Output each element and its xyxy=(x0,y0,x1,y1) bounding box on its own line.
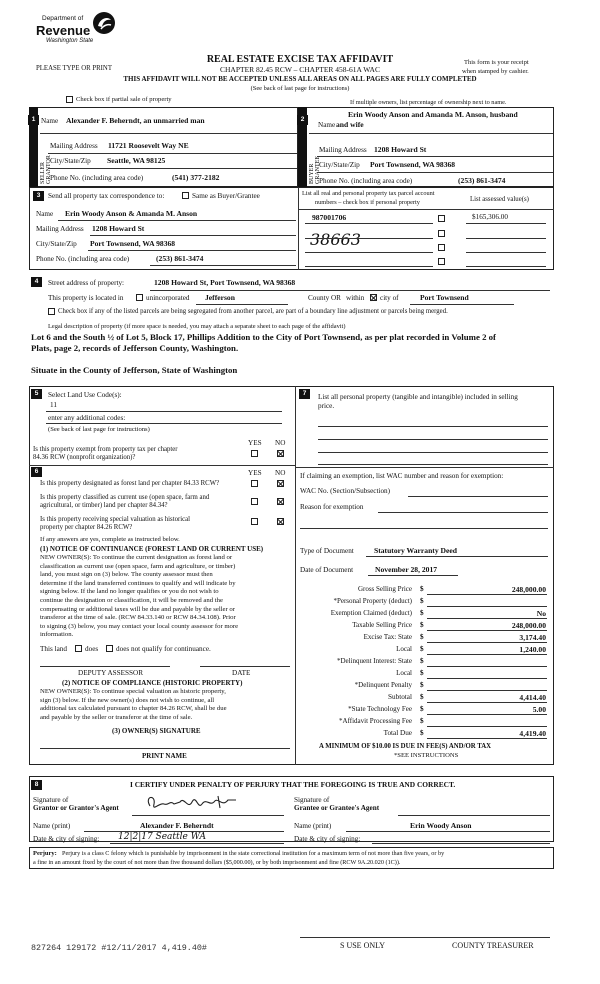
parcel-number-1[interactable]: 987001706 xyxy=(312,213,347,222)
notice-continuance-line: compensating or additional taxes will be due and payable by the seller or xyxy=(40,605,235,613)
receipt-note-2: when stamped by cashier. xyxy=(462,68,529,75)
county-treasurer: COUNTY TREASURER xyxy=(452,941,534,950)
notice-compliance-line: NEW OWNER(S): To continue special valuation as historic property, xyxy=(40,688,226,695)
fee-label: *Affidavit Processing Fee xyxy=(339,717,412,725)
partial-sale-checkbox[interactable] xyxy=(66,96,73,103)
see-instructions-note: *SEE INSTRUCTIONS xyxy=(394,752,459,759)
personal-property-label-1: List all personal property (tangible and intangible) included in selling xyxy=(318,393,518,401)
fee-dollar-sign: $ xyxy=(420,645,424,653)
fee-dollar-sign: $ xyxy=(420,597,424,605)
fee-label: Total Due xyxy=(383,729,412,737)
county-name[interactable]: Jefferson xyxy=(205,293,235,302)
fee-label: *Delinquent Interest: State xyxy=(336,657,412,665)
property-city[interactable]: Port Townsend xyxy=(420,293,469,302)
fee-dollar-sign: $ xyxy=(420,657,424,665)
land-use-label: Select Land Use Code(s): xyxy=(48,391,122,399)
grantee-date-city-label: Date & city of signing: xyxy=(294,835,361,843)
fee-dollar-sign: $ xyxy=(420,729,424,737)
date-of-document-label: Date of Document xyxy=(300,566,354,574)
notice-compliance-line: and payable by the seller or transferor at the time of sale. xyxy=(40,713,193,721)
notice-compliance-line: sign (3) below. If the new owner(s) does not wish to continue, all xyxy=(40,696,215,704)
grantor-date-city-label: Date & city of signing: xyxy=(33,835,100,843)
grantee-print-name[interactable]: Erin Woody Anson xyxy=(410,821,472,830)
exempt-question-2: 84.36 RCW (nonprofit organization)? xyxy=(33,454,136,461)
fee-dollar-sign: $ xyxy=(420,669,424,677)
tax-correspondence-label: Send all property tax correspondence to: xyxy=(48,192,165,200)
parcel-header-1: List all real and personal property tax parcel account xyxy=(302,190,435,197)
section8-number: 8 xyxy=(31,780,42,790)
section5-number: 5 xyxy=(31,389,42,399)
legal-description-line1[interactable]: Lot 6 and the South ½ of Lot 5, Block 17, Phillips Addition to the City of Port Townsend, as per plat recorded in Volume 2 of xyxy=(31,332,496,342)
owner-signature-label: (3) OWNER(S) SIGNATURE xyxy=(112,727,201,735)
seller-name-label: Name xyxy=(41,117,59,125)
s6-yes-header: YES xyxy=(248,469,262,477)
fee-value[interactable]: 248,000.00 xyxy=(511,621,546,630)
multiple-owners-note: If multiple owners, list percentage of ownership next to name. xyxy=(350,99,507,106)
receipt-note-1: This form is your receipt xyxy=(464,59,529,66)
assessor-date-label: DATE xyxy=(232,669,251,677)
grantee-name-label: Name (print) xyxy=(294,822,332,830)
minimum-due-note: A MINIMUM OF $10.00 IS DUE IN FEE(S) AND/OR TAX xyxy=(319,743,492,750)
fee-dollar-sign: $ xyxy=(420,585,424,593)
notice-compliance-title: (2) NOTICE OF COMPLIANCE (HISTORIC PROPERTY) xyxy=(62,679,243,687)
personal-property-checkbox-2[interactable] xyxy=(438,230,445,237)
if-yes-instructions: If any answers are yes, complete as instructed below. xyxy=(40,536,180,543)
fee-label: *State Technology Fee xyxy=(348,705,412,713)
fee-dollar-sign: $ xyxy=(420,705,424,713)
assessed-header: List assessed value(s) xyxy=(470,196,529,203)
date-of-document[interactable]: November 28, 2017 xyxy=(375,565,438,574)
grantee-sig-label-1: Signature of xyxy=(294,796,330,804)
within-label: within xyxy=(346,294,365,302)
dor-swoosh-icon xyxy=(92,11,116,35)
seller-grantor-side-label: SELLER GRANTOR xyxy=(40,155,52,184)
seller-city-label: City/State/Zip xyxy=(50,157,91,165)
corr-city-label: City/State/Zip xyxy=(36,240,77,248)
fee-value[interactable]: 3,174.40 xyxy=(519,633,546,642)
forest-land-question: Is this property designated as forest land per chapter 84.33 RCW? xyxy=(40,480,220,487)
unincorporated-label: unincorporated xyxy=(146,294,190,302)
perjury-text-2: a fine in an amount fixed by the court of not more than five thousand dollars ($5,000.00), or by both imprisonment and fine (RCW 9A.20.020 (1C)). xyxy=(33,859,401,866)
s5-no-header: NO xyxy=(275,439,286,447)
logo-revenue: Revenue xyxy=(36,23,91,38)
s5-yes-header: YES xyxy=(248,439,262,447)
historic-question-1: Is this property receiving special valuation as historical xyxy=(40,516,191,523)
personal-property-checkbox-3[interactable] xyxy=(438,244,445,251)
seller-city[interactable]: Seattle, WA 98125 xyxy=(107,156,166,165)
cashier-stamp: 827264 129172 #12/11/2017 4,419.40# xyxy=(31,943,207,953)
perjury-text-1: Perjury is a class C felony which is punishable by imprisonment in the state correctional institution for a maximum term of not more than five years, or by xyxy=(62,850,445,857)
county-use-only: S USE ONLY xyxy=(340,941,385,950)
notice-continuance-line: classification as current use (open space, farm and agriculture, or timber) xyxy=(40,562,236,570)
form-chapter: CHAPTER 82.45 RCW – CHAPTER 458-61A WAC xyxy=(220,65,380,74)
fee-value[interactable]: 5.00 xyxy=(532,705,546,714)
personal-property-checkbox-4[interactable] xyxy=(438,258,445,265)
seller-name[interactable]: Alexander F. Beherndt, an unmarried man xyxy=(66,116,205,125)
notice-continuance-line: to signing (3) below, you may contact your local county assessor for more xyxy=(40,622,239,630)
section2-number: 2 xyxy=(297,115,308,125)
corr-mailing-label: Mailing Address xyxy=(36,225,84,233)
land-does-checkbox[interactable] xyxy=(75,645,82,652)
exemption-label: If claiming an exemption, list WAC number and reason for exemption: xyxy=(300,472,504,480)
legal-description-label: Legal description of property (if more space is needed, you may attach a separate sheet to each page of the affidavit) xyxy=(48,323,346,330)
please-type: PLEASE TYPE OR PRINT xyxy=(36,65,112,72)
section4-number: 4 xyxy=(31,277,42,287)
corr-phone-label: Phone No. (including area code) xyxy=(36,255,130,263)
parcel-header-2: numbers – check box if personal property xyxy=(315,199,420,206)
fee-value[interactable]: No xyxy=(536,609,546,618)
fee-dollar-sign: $ xyxy=(420,621,424,629)
fee-dollar-sign: $ xyxy=(420,681,424,689)
notice-continuance-line: determine if the land transferred continues to qualify and will indicate by xyxy=(40,579,236,587)
notice-continuance-line: information. xyxy=(40,631,74,639)
segregated-label: Check box if any of the listed parcels are being segregated from another parcel, are part of a boundary line adjustment or parcels being merged. xyxy=(58,308,448,315)
fee-value[interactable]: 4,419.40 xyxy=(519,729,546,738)
section6-number: 6 xyxy=(31,467,42,477)
exempt-question-1: Is this property exempt from property tax per chapter xyxy=(33,446,178,453)
grantee-sig-label-2: Grantee or Grantee's Agent xyxy=(294,804,380,812)
legal-description-line2[interactable]: Plats, page 2, records of Jefferson County, Washington. xyxy=(31,343,239,353)
historic-yes-checkbox[interactable] xyxy=(251,518,258,525)
notice-continuance-line: signing below. If the land no longer qualifies or you do not wish to xyxy=(40,588,219,596)
current-use-no-checkbox[interactable] xyxy=(277,498,284,505)
fee-dollar-sign: $ xyxy=(420,693,424,701)
type-of-document-label: Type of Document xyxy=(300,547,354,555)
historic-no-checkbox[interactable] xyxy=(277,518,284,525)
city-of-label: city of xyxy=(380,294,399,302)
buyer-city-label: City/State/Zip xyxy=(319,161,360,169)
fee-label: *Personal Property (deduct) xyxy=(333,597,412,605)
corr-name-label: Name xyxy=(36,210,54,218)
current-use-question-1: Is this property classified as current use (open space, farm and xyxy=(40,494,210,501)
street-address[interactable]: 1208 Howard St, Port Townsend, WA 98368 xyxy=(154,278,296,287)
historic-question-2: property per chapter 84.26 RCW? xyxy=(40,524,133,531)
fee-label: Exemption Claimed (deduct) xyxy=(330,609,412,617)
logo-dept-of: Department of xyxy=(42,15,84,22)
fee-dollar-sign: $ xyxy=(420,717,424,725)
land-does-label: does xyxy=(85,645,99,653)
current-use-yes-checkbox[interactable] xyxy=(251,498,258,505)
street-address-label: Street address of property: xyxy=(48,279,125,287)
buyer-name-line2[interactable]: and wife xyxy=(336,120,364,129)
buyer-phone-label: Phone No. (including area code) xyxy=(319,177,413,185)
see-back-instructions: (See back of last page for instructions) xyxy=(250,85,350,92)
same-as-buyer-checkbox[interactable] xyxy=(182,192,189,199)
seller-phone-label: Phone No. (including area code) xyxy=(50,174,144,182)
notice-continuance-title: (1) NOTICE OF CONTINUANCE (FOREST LAND OR CURRENT USE) xyxy=(40,545,264,553)
corr-phone[interactable]: (253) 861-3474 xyxy=(156,254,204,263)
land-use-code[interactable]: 11 xyxy=(50,401,57,409)
reason-label: Reason for exemption xyxy=(300,503,364,511)
wac-label: WAC No. (Section/Subsection) xyxy=(300,487,391,495)
fee-label: Local xyxy=(396,669,412,677)
grantor-sig-label-2: Grantor or Grantor's Agent xyxy=(33,804,119,812)
s6-no-header: NO xyxy=(275,469,286,477)
exempt-no-checkbox[interactable] xyxy=(277,450,284,457)
form-title: REAL ESTATE EXCISE TAX AFFIDAVIT xyxy=(206,54,394,65)
fee-value[interactable]: 4,414.40 xyxy=(519,693,546,702)
handwritten-parcel-number: 38663 xyxy=(310,230,361,249)
certify-statement: I CERTIFY UNDER PENALTY OF PERJURY THAT THE FOREGOING IS TRUE AND CORRECT. xyxy=(130,780,456,789)
located-in-label: This property is located in xyxy=(48,294,124,302)
personal-property-label-2: price. xyxy=(318,402,335,410)
buyer-mailing-label: Mailing Address xyxy=(319,146,367,154)
fee-value[interactable]: 1,240.00 xyxy=(519,645,546,654)
dor-logo xyxy=(36,10,118,50)
unincorporated-checkbox[interactable] xyxy=(136,294,143,301)
forest-no-checkbox[interactable] xyxy=(277,480,284,487)
logo-state: Washington State xyxy=(46,38,94,44)
same-as-buyer-label: Same as Buyer/Grantee xyxy=(192,192,260,200)
within-city-checkbox[interactable] xyxy=(370,294,377,301)
partial-sale-label: Check box if partial sale of property xyxy=(76,96,172,103)
fee-label: Taxable Selling Price xyxy=(352,621,412,629)
corr-city[interactable]: Port Townsend, WA 98368 xyxy=(90,239,176,248)
type-of-document[interactable]: Statutory Warranty Deed xyxy=(374,546,457,555)
fee-label: Subtotal xyxy=(388,693,412,701)
section3-number: 3 xyxy=(33,191,44,201)
personal-property-checkbox-1[interactable] xyxy=(438,215,445,222)
buyer-city[interactable]: Port Townsend, WA 98368 xyxy=(370,160,456,169)
section1-number: 1 xyxy=(28,115,39,125)
fee-table xyxy=(296,584,552,740)
situate-statement[interactable]: Situate in the County of Jefferson, State of Washington xyxy=(31,365,238,375)
seller-phone[interactable]: (541) 377-2182 xyxy=(172,173,220,182)
assessed-value-1[interactable]: $165,306.00 xyxy=(472,213,508,221)
print-name-label: PRINT NAME xyxy=(142,752,187,760)
current-use-question-2: agricultural, or timber) land per chapter 84.34? xyxy=(40,502,168,509)
notice-compliance-line: additional tax calculated pursuant to chapter 84.26 RCW, shall be due xyxy=(40,705,227,713)
deputy-assessor-label: DEPUTY ASSESSOR xyxy=(78,669,144,677)
grantor-date-city[interactable]: 12|2|17 Seattle WA xyxy=(118,832,207,842)
segregated-checkbox[interactable] xyxy=(48,308,55,315)
notice-continuance-line: continue the designation or classification, it will be removed and the xyxy=(40,597,223,604)
forest-yes-checkbox[interactable] xyxy=(251,480,258,487)
county-or-label: County OR xyxy=(308,294,341,302)
not-accepted-warning: THIS AFFIDAVIT WILL NOT BE ACCEPTED UNLESS ALL AREAS ON ALL PAGES ARE FULLY COMPLETED xyxy=(123,75,477,83)
corr-name[interactable]: Erin Woody Anson & Amanda M. Anson xyxy=(65,209,198,218)
grantor-name-label: Name (print) xyxy=(33,822,71,830)
buyer-grantee-side-label: BUYER GRANTEE xyxy=(309,156,321,184)
buyer-name-label: Name xyxy=(318,121,336,129)
land-use-see-back: (See back of last page for instructions) xyxy=(48,426,150,433)
notice-continuance-line: NEW OWNER(S): To continue the current designation as forest land or xyxy=(40,554,233,561)
fee-dollar-sign: $ xyxy=(420,633,424,641)
grantor-print-name[interactable]: Alexander F. Beherndt xyxy=(140,821,214,830)
exempt-yes-checkbox[interactable] xyxy=(251,450,258,457)
grantor-signature xyxy=(140,792,250,816)
seller-mailing[interactable]: 11721 Roosevelt Way NE xyxy=(108,141,189,150)
notice-continuance-line: transferor at the time of sale. (RCW 84.33.140 or RCW 84.34.108). Prior xyxy=(40,614,236,622)
fee-value[interactable]: 248,000.00 xyxy=(511,585,546,594)
additional-codes-label: enter any additional codes: xyxy=(48,414,126,422)
notice-continuance-line: land, you must sign on (3) below. The county assessor must then xyxy=(40,571,213,579)
buyer-mailing[interactable]: 1208 Howard St xyxy=(374,145,427,154)
fee-label: Excise Tax: State xyxy=(363,633,412,641)
fee-label: Local xyxy=(396,645,412,653)
land-does-not-label: does not qualify for continuance. xyxy=(116,645,211,653)
land-does-not-checkbox[interactable] xyxy=(106,645,113,652)
buyer-name-line1[interactable]: Erin Woody Anson and Amanda M. Anson, husband xyxy=(348,110,518,119)
corr-mailing[interactable]: 1208 Howard St xyxy=(92,224,145,233)
seller-mailing-label: Mailing Address xyxy=(50,142,98,150)
fee-dollar-sign: $ xyxy=(420,609,424,617)
fee-label: *Delinquent Penalty xyxy=(354,681,412,689)
grantor-sig-label-1: Signature of xyxy=(33,796,69,804)
this-land-label: This land xyxy=(40,645,67,653)
fee-label: Gross Selling Price xyxy=(357,585,412,593)
section7-number: 7 xyxy=(299,389,310,399)
buyer-phone[interactable]: (253) 861-3474 xyxy=(458,176,506,185)
perjury-label: Perjury: xyxy=(33,850,57,857)
